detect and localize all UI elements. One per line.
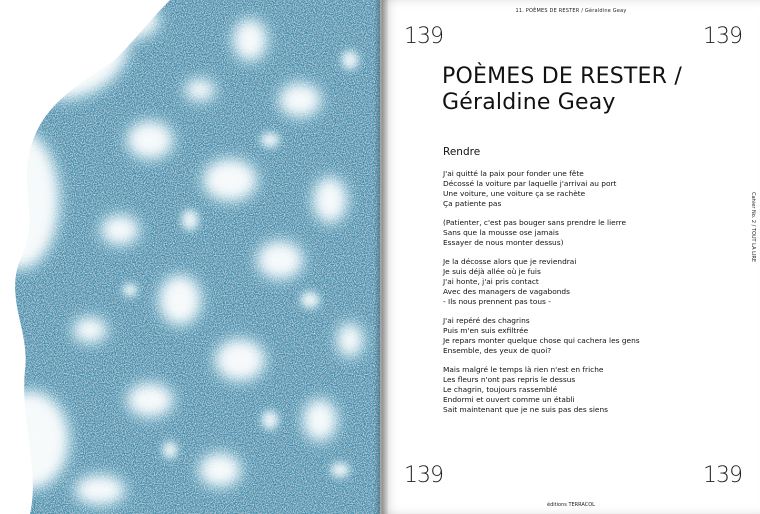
running-head: 11. POÈMES DE RESTER / Géraldine Geay	[515, 8, 627, 14]
poem-line: Essayer de nous monter dessus)	[443, 238, 564, 247]
title-line-2: Géraldine Geay	[442, 90, 616, 115]
poem-line: Les fleurs n'ont pas repris le dessus	[443, 375, 576, 384]
folio-bottom-left: 139	[404, 463, 443, 488]
poem-line: (Patienter, c'est pas bouger sans prendre le lierre	[443, 218, 627, 227]
publisher-footer: éditions TERRACOL	[547, 502, 595, 508]
stanza	[443, 316, 703, 356]
stanza	[443, 257, 703, 307]
poem-line: Je repars monter quelque chose qui cachera les gens	[443, 336, 640, 345]
poem-line: Ça patiente pas	[443, 199, 502, 208]
poem-line: Mais malgré le temps là rien n'est en friche	[443, 365, 604, 374]
poem-line: J'ai quitté la paix pour fonder une fête	[443, 169, 584, 178]
poem-line: Décossé la voiture par laquelle j'arrivai au port	[443, 179, 617, 188]
stanza	[443, 218, 703, 248]
poem-line: Avec des managers de vagabonds	[443, 287, 570, 296]
stanza	[443, 169, 703, 209]
folio-top-right: 139	[703, 24, 742, 49]
poem-line: Puis m'en suis exfiltrée	[443, 326, 529, 335]
poem-line: J'ai repéré des chagrins	[443, 316, 530, 325]
poem-line: Endormi et ouvert comme un établi	[443, 395, 575, 404]
side-text: Cahier No. 2 / TOUT LA LIRE	[750, 192, 756, 262]
poem-line: Le chagrin, toujours rassemblé	[443, 385, 558, 394]
poem-body	[443, 169, 703, 424]
poem-line: - Ils nous prennent pas tous -	[443, 297, 551, 306]
poem-line: Ensemble, des yeux de quoi?	[443, 346, 552, 355]
poem-title	[442, 64, 682, 116]
book-gutter-shadow	[374, 0, 388, 514]
folio-top-left: 139	[404, 24, 443, 49]
poem-line: Sait maintenant que je ne suis pas des siens	[443, 405, 609, 414]
poem-line: Je la décosse alors que je reviendrai	[443, 257, 577, 266]
folio-bottom-right: 139	[703, 463, 742, 488]
right-page	[382, 0, 760, 514]
stanza	[443, 365, 703, 415]
title-line-1: POÈMES DE RESTER /	[442, 64, 682, 89]
poem-subtitle: Rendre	[443, 146, 481, 158]
poem-line: Une voiture, une voiture ça se rachète	[443, 189, 586, 198]
poem-line: Je suis déjà allée où je fuis	[443, 267, 541, 276]
poem-line: J'ai honte, j'ai pris contact	[443, 277, 539, 286]
poem-line: Sans que la mousse ose jamais	[443, 228, 559, 237]
